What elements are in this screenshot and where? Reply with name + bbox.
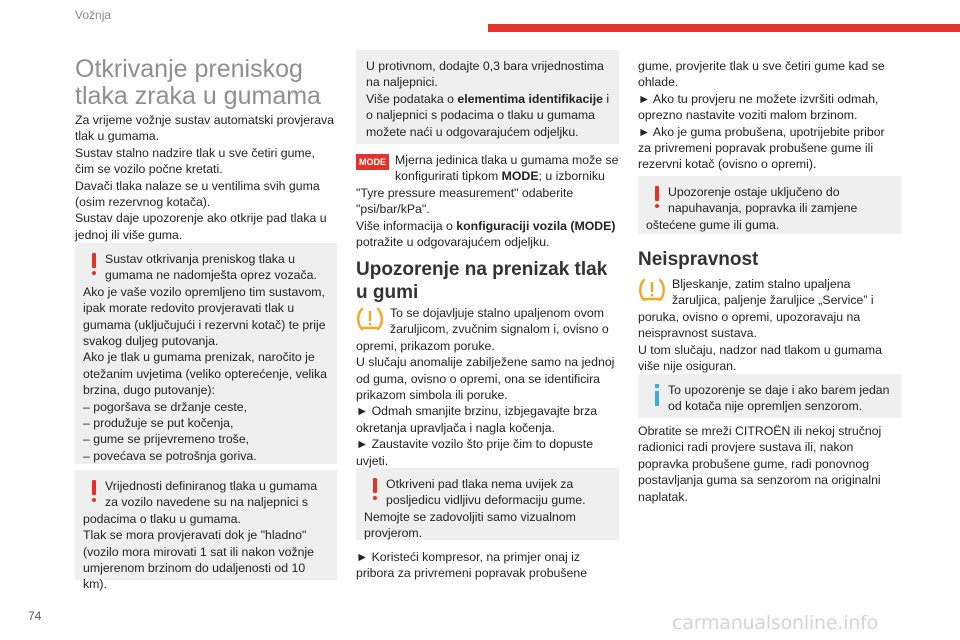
page-number: 74 bbox=[28, 609, 42, 623]
closing-text: Obratite se mreži CITROËN ili nekoj stručnoj radionici radi provjere sustava ili, nakon popravka probušene gume, radi ponovnog postavljanja guma sa senzorom na originalni naplatak. bbox=[638, 424, 882, 504]
note-line: U protivnom, dodajte 0,3 bara vrijednostima na naljepnici. bbox=[366, 59, 604, 90]
note-line: – povećava se potrošnja goriva. bbox=[83, 448, 257, 463]
warning-line: ► Zaustavite vozilo što prije čim to dopuste uvjeti. bbox=[356, 437, 594, 468]
mode-badge-icon: MODE bbox=[356, 154, 389, 170]
tyre-pressure-warning-icon bbox=[638, 277, 666, 303]
note-line: – pogoršava se držanje ceste, bbox=[83, 399, 248, 414]
exclamation-icon bbox=[652, 186, 662, 210]
info-note-sensor bbox=[638, 374, 901, 418]
warning-note-stays-on bbox=[638, 176, 901, 234]
section-heading-low-pressure: Upozorenje na prenizak tlak u gumi bbox=[356, 259, 608, 303]
info-icon bbox=[652, 384, 662, 406]
warning-note-visual-check bbox=[356, 468, 619, 540]
tyre-pressure-warning-icon bbox=[356, 306, 384, 332]
header-accent-bar bbox=[488, 24, 960, 32]
exclamation-icon bbox=[89, 253, 99, 277]
mode-section bbox=[356, 152, 619, 250]
section-heading-malfunction: Neispravnost bbox=[638, 249, 759, 270]
text-line: ► Ako tu provjeru ne možete izvršiti odmah, oprezno nastavite voziti malom brzinom. bbox=[638, 91, 879, 123]
warning-note-driver-care bbox=[75, 243, 337, 464]
note-line: Ako je tlak u gumama prenizak, naročito je otežanim uvjetima (veliko opterećenje, velika brzina, dugo putovanje): bbox=[83, 350, 328, 398]
note-line: Više podataka o elementima identifikacije i o naljepnici s podacima o tlaku u gumama možete naći u odgovarajućem odjeljku. bbox=[366, 91, 610, 139]
note-line: Vrijednosti definiranog tlaka u gumama za vozilo navedene su na naljepnici s podacima o tlaku u gumama. bbox=[83, 479, 318, 526]
warning-line: ► Odmah smanjite brzinu, izbjegavajte brza okretanja upravljača i nagla kočenja. bbox=[356, 404, 598, 435]
note-line: Otkriveni pad tlaka nema uvijek za posljedicu vidljivu deformaciju gume. bbox=[386, 477, 586, 508]
text-line: U tom slučaju, nadzor nad tlakom u gumama više nije osiguran. bbox=[638, 342, 883, 374]
intro-line: Davači tlaka nalaze se u ventilima svih guma (osim rezervnog kotača). bbox=[75, 178, 320, 210]
note-line: Nemojte se zadovoljiti samo vizualnom provjerom. bbox=[364, 509, 576, 541]
note-line: To upozorenje se daje i ako barem jedan od kotača nije opremljen senzorom. bbox=[668, 383, 890, 414]
text-line: gume, provjerite tlak u sve četiri gume kad se ohlade. bbox=[638, 59, 885, 90]
watermark: carmanualsonline.info bbox=[672, 612, 879, 634]
exclamation-icon bbox=[370, 478, 380, 502]
warning-line: To se dojavljuje stalno upaljenom ovom žaruljicom, zvučnim signalom i, ovisno o opremi, prikazom poruke. bbox=[356, 306, 609, 353]
text-line: ► Ako je guma probušena, upotrijebite pribor za privremeni popravak probušene gume ili rezervni kotač (ovisno o opremi). bbox=[638, 124, 885, 172]
warning-line: U slučaju anomalije zabilježene samo na jednoj od guma, ovisno o opremi, ona se identificira prikazom simbola ili poruke. bbox=[356, 355, 615, 403]
page-title: Otkrivanje preniskog tlaka zraka u gumama bbox=[75, 55, 321, 110]
section-label: Vožnja bbox=[75, 8, 112, 22]
note-line: Ako je vaše vozilo opremljeno tim sustavom, ipak morate redovito provjeravati tlak u gumama (uključujući i rezervni kotač) te prije svakog duljeg putovanja. bbox=[83, 284, 326, 349]
intro-line: Sustav daje upozorenje ako otkrije pad tlaka u jednoj ili više guma. bbox=[75, 211, 327, 242]
note-line: – produžuje se put kočenja, bbox=[83, 416, 234, 431]
text-line: Bljeskanje, zatim stalno upaljena žaruljica, paljenje žaruljice „Service” i poruka, ovisno o opremi, upozoravaju na neispravnost sustava. bbox=[638, 277, 874, 341]
exclamation-icon bbox=[89, 480, 99, 504]
note-line: Upozorenje ostaje uključeno do napuhavanja, popravka ili zamjene oštećene gume ili guma. bbox=[646, 185, 858, 232]
note-line: Sustav otkrivanja preniskog tlaka u gumama ne nadomješta oprez vozača. bbox=[105, 252, 317, 283]
check-pressure-text bbox=[638, 58, 901, 173]
compressor-text: ► Koristeći kompresor, na primjer onaj iz pribora za privremeni popravak probušene bbox=[356, 550, 588, 581]
info-note-pressure-label bbox=[356, 50, 619, 144]
mode-more-text: Više informacija o konfiguraciji vozila (MODE) potražite u odgovarajućem odjeljku. bbox=[356, 218, 616, 250]
malfunction-text bbox=[638, 276, 901, 374]
note-line: Tlak se mora provjeravati dok je "hladno" (vozilo mora mirovati 1 sat ili nakon vožnje umjerenom brzinom do udaljenosti od 10 km). bbox=[83, 528, 314, 592]
low-pressure-warning-text bbox=[356, 305, 619, 469]
mode-text: Mjerna jedinica tlaka u gumama može se konfigurirati tipkom MODE; u izborniku "Tyre pressure measurement" odaberite "psi/bar/kPa". bbox=[356, 153, 619, 217]
intro-line: Sustav stalno nadzire tlak u sve četiri gume, čim se vozilo počne kretati. bbox=[75, 145, 315, 177]
note-line: – gume se prijevremeno troše, bbox=[83, 432, 250, 447]
warning-note-pressure-values bbox=[75, 470, 337, 592]
intro-text bbox=[75, 112, 337, 243]
intro-line: Za vrijeme vožnje sustav automatski provjerava tlak u gumama. bbox=[75, 113, 335, 144]
